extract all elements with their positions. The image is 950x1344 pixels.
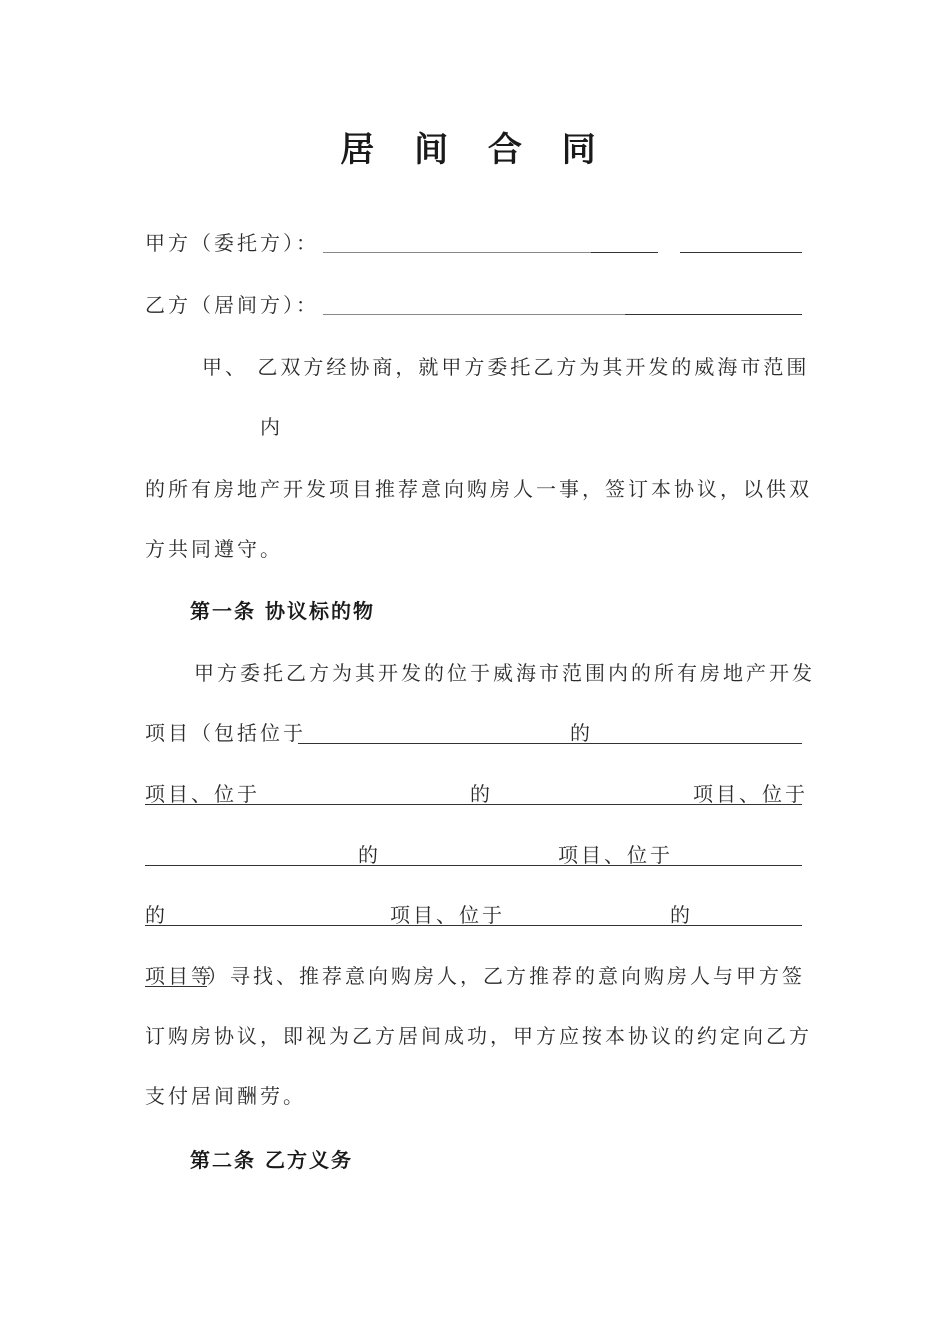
party-b-blank-2 (625, 314, 802, 315)
article-1-line-3-de: 的 (470, 782, 493, 806)
article-1-line-2-prefix: 项目（包括位于 (145, 721, 306, 745)
article-1-line-4-de: 的 (358, 843, 381, 867)
article-1-line-2-blank (298, 743, 802, 744)
article-1-line-5-blank (145, 925, 802, 926)
party-a-blank-3 (680, 252, 802, 253)
party-b-blank-1 (323, 314, 625, 315)
article-1-line-8: 支付居间酬劳。 (145, 1084, 306, 1108)
article-1-line-6-project-etc: 项目等 (145, 964, 214, 988)
article-1-line-6-rest: ）寻找、推荐意向购房人，乙方推荐的意向购房人与甲方签 (207, 964, 805, 988)
intro-line-1: 甲、 乙双方经协商，就甲方委托乙方为其开发的威海市范围 (202, 355, 810, 379)
party-b-label: 乙方（居间方）： (145, 293, 319, 317)
article-1-line-7: 订购房协议，即视为乙方居间成功，甲方应按本协议的约定向乙方 (145, 1024, 812, 1048)
document-title: 居 间 合 同 (340, 130, 610, 170)
article-1-line-5-de: 的 (145, 903, 168, 927)
article-1-line-4-blank (145, 865, 802, 866)
article-1-line-5-de-2: 的 (670, 903, 693, 927)
article-1-line-3-blank (145, 804, 802, 805)
intro-line-4: 方共同遵守。 (145, 537, 283, 561)
article-1-line-4-project: 项目、位于 (558, 843, 673, 867)
article-2-heading: 第二条 乙方义务 (190, 1148, 353, 1172)
party-a-label: 甲方（委托方）： (145, 231, 319, 255)
intro-line-3: 的所有房地产开发项目推荐意向购房人一事，签订本协议，以供双 (145, 477, 812, 501)
article-1-line-3-project-2: 项目、位于 (693, 782, 808, 806)
article-1-line-2-de: 的 (570, 721, 593, 745)
article-1-heading: 第一条 协议标的物 (190, 599, 375, 623)
article-1-line-3-project: 项目、位于 (145, 782, 260, 806)
party-a-blank-2 (591, 252, 658, 253)
party-a-blank-1 (323, 252, 591, 253)
intro-line-2: 内 (260, 415, 283, 439)
article-1-line-6-blank (145, 986, 207, 987)
article-1-line-1: 甲方委托乙方为其开发的位于威海市范围内的所有房地产开发 (194, 661, 815, 685)
article-1-line-5-project: 项目、位于 (390, 903, 505, 927)
